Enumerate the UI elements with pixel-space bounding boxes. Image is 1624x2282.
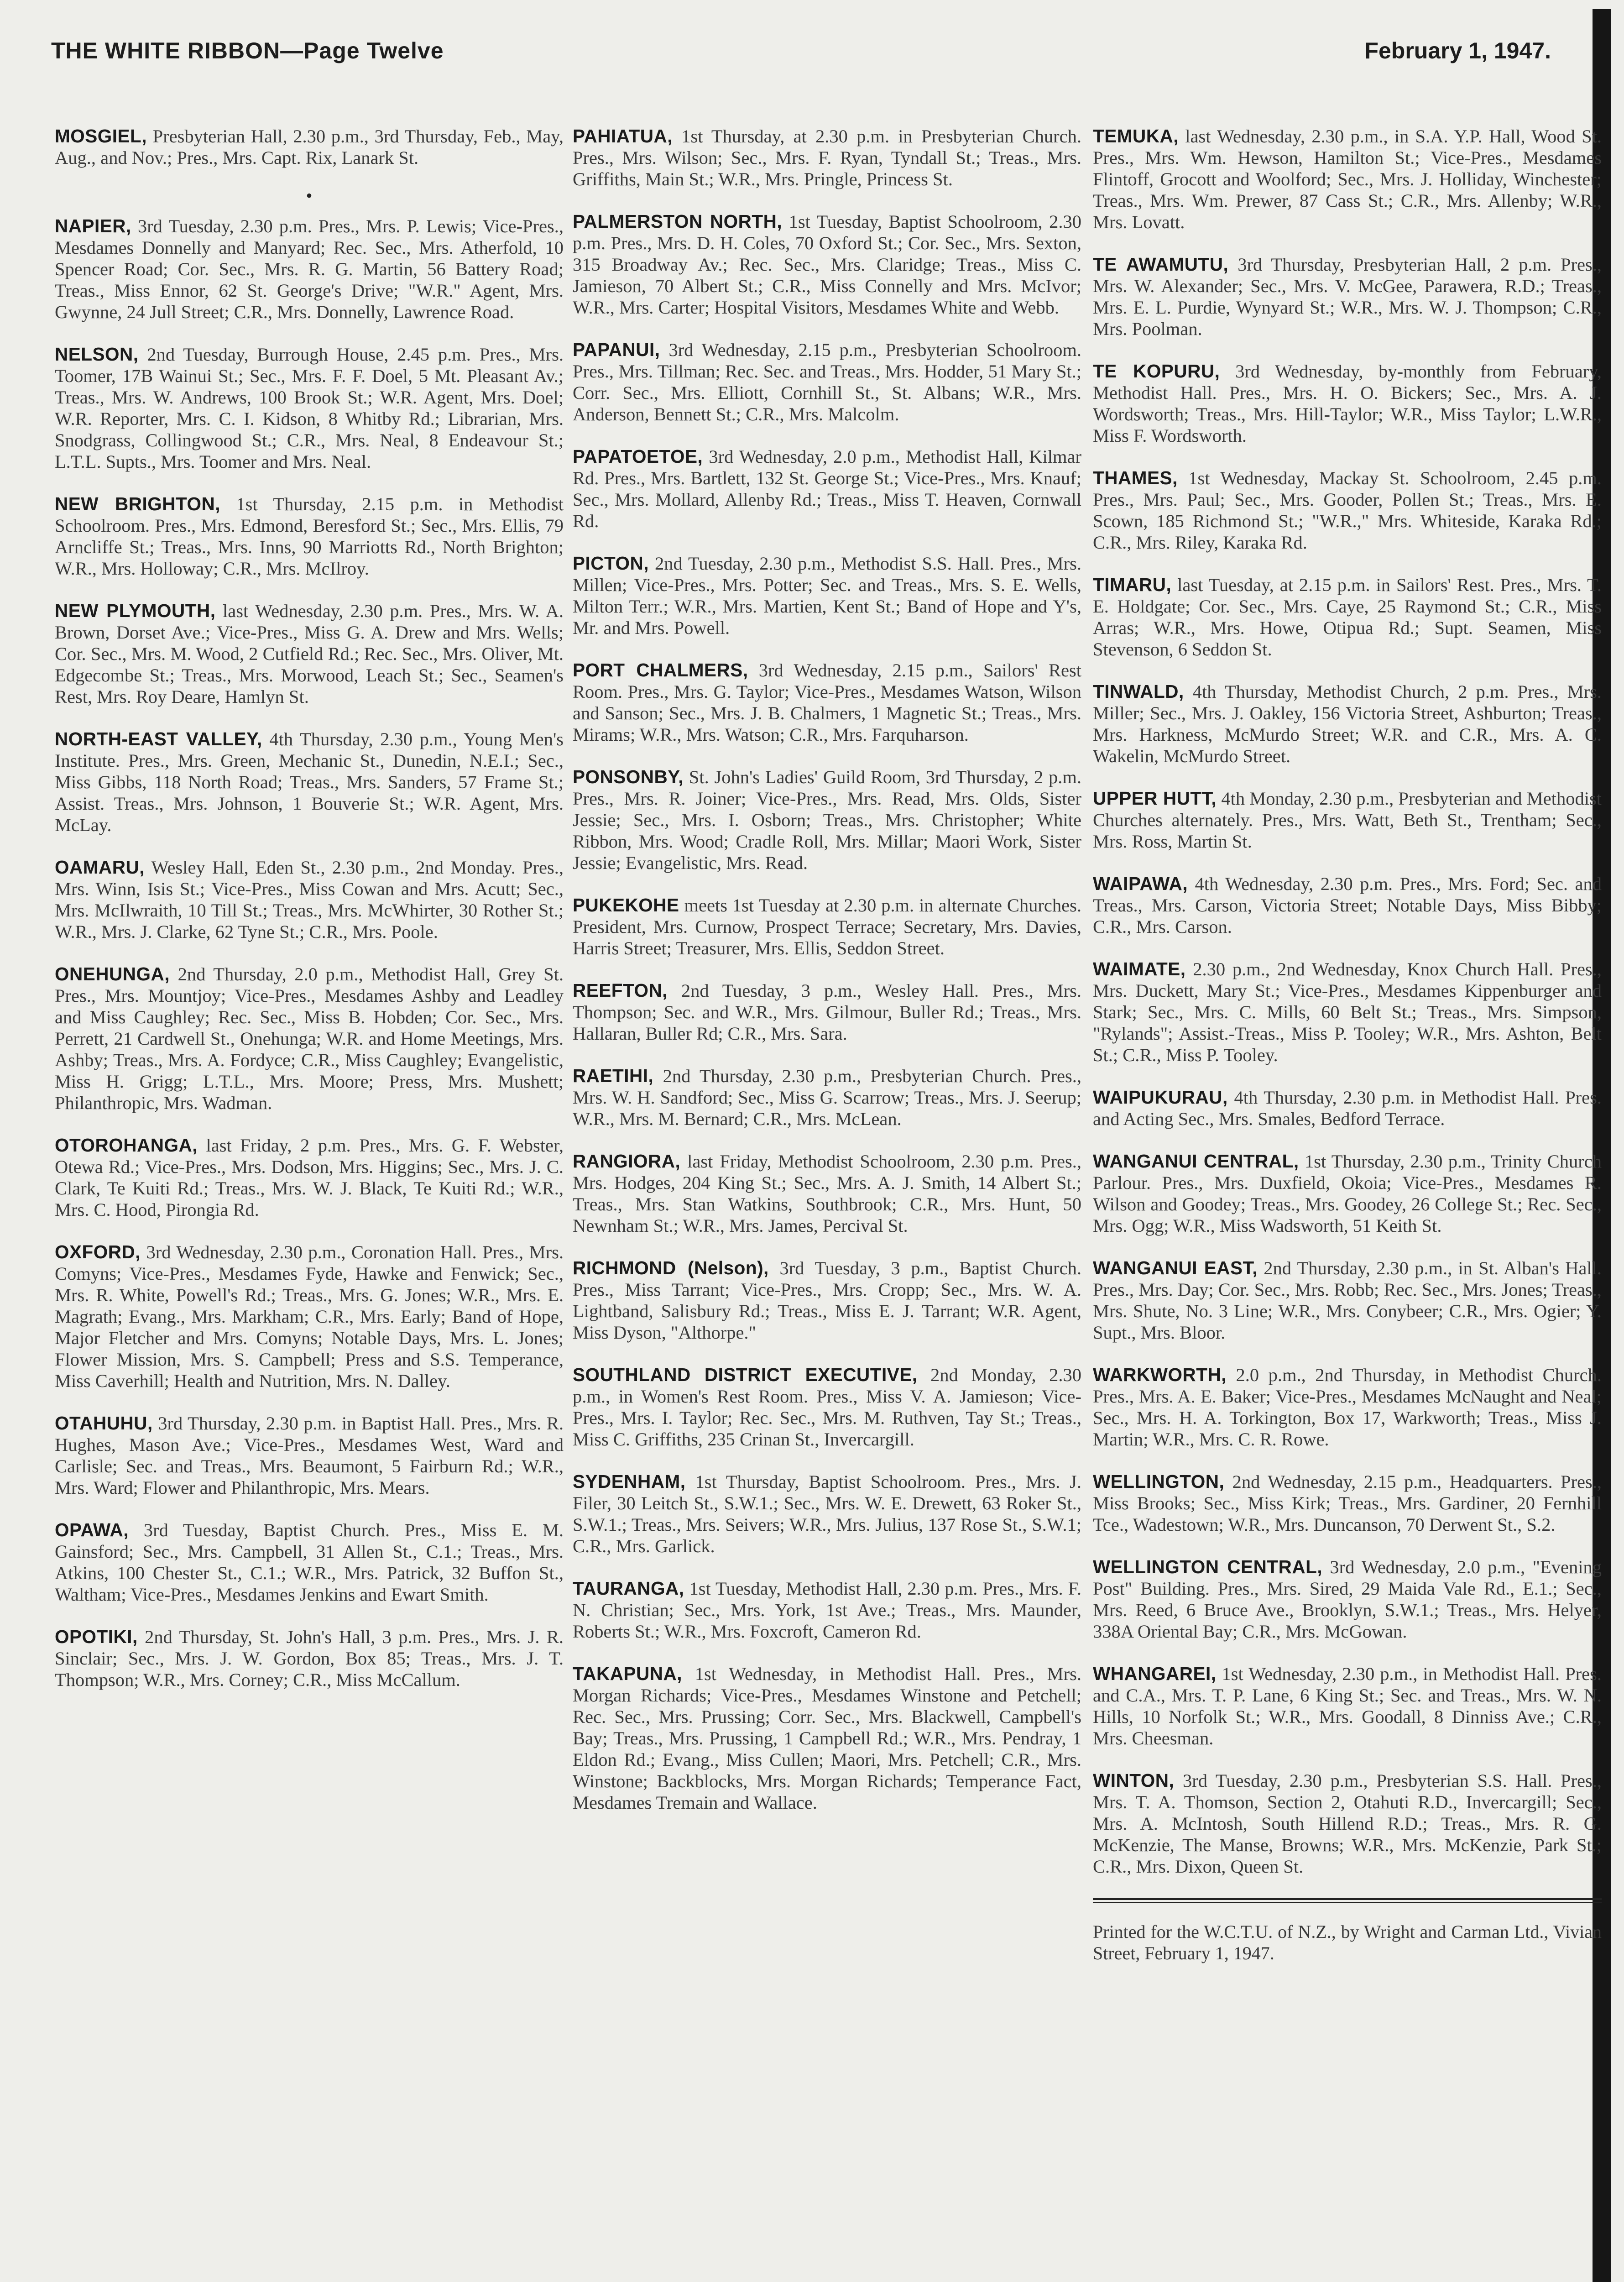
branch-name: MOSGIEL, [55, 126, 147, 147]
branch-details: 3rd Thursday, 2.30 p.m. in Baptist Hall. Pres., Mrs. R. Hughes, Mason Ave.; Vice-Pres., Mesdames West, Ward and Carlisle; Sec. and Treas., Mrs. Beaumont, 5 Fairburn Rd.; W.R., Mrs. Ward; Flower and Philanthropic, Mrs. Mears. [55, 1413, 564, 1498]
branch-name: TE KOPURU, [1093, 361, 1220, 382]
branch-entry [55, 126, 564, 168]
ornament-mark: • [306, 185, 313, 206]
branch-entry [1093, 574, 1602, 660]
branch-details: 3rd Tuesday, 3 p.m., Baptist Church. Pres., Miss Tarrant; Vice-Pres., Mrs. Cropp; Sec., Mrs. W. A. Lightband, Salisbury Rd.; Treas., Miss E. J. Tarrant; W.R. Agent, Miss Dyson, "Althorpe." [573, 1258, 1081, 1343]
branch-entry [573, 766, 1081, 874]
branch-details: 3rd Wednesday, 2.15 p.m., Presbyterian Schoolroom. Pres., Mrs. Tillman; Rec. Sec. and Treas., Mrs. Hodder, 51 Mary St.; Corr. Sec., Mrs. Elliott, Cornhill St., St. Albans; W.R., Mrs. Anderson, Bennett St.; C.R., Mrs. Malcolm. [573, 340, 1082, 424]
branch-details: 2nd Monday, 2.30 p.m., in Women's Rest Room. Pres., Miss V. A. Jamieson; Vice-Pres., Mrs. I. Taylor; Rec. Sec., Mrs. M. Ruthven, Tay St.; Treas., Miss C. Griffiths, 235 Crinan St., Invercargill. [573, 1365, 1082, 1450]
branch-name: SYDENHAM, [573, 1471, 686, 1492]
branch-entry [573, 211, 1081, 318]
branch-name: UPPER HUTT, [1093, 788, 1217, 809]
branch-name: NEW BRIGHTON, [55, 493, 221, 514]
branch-details: 2.0 p.m., 2nd Thursday, in Methodist Church. Pres., Mrs. A. E. Baker; Vice-Pres., Mesdames McNaught and Neal; Sec., Mrs. H. A. Torkington, Box 17, Warkworth; Treas., Miss J. Martin; W.R., Mrs. C. R. Rowe. [1093, 1365, 1602, 1450]
branch-details: 3rd Wednesday, 2.0 p.m., Methodist Hall, Kilmar Rd. Pres., Mrs. Bartlett, 132 St. George St.; Vice-Pres., Mrs. Knauf; Sec., Mrs. Mollard, Allenby Rd.; Treas., Miss T. Heaven, Cornwall Rd. [573, 446, 1082, 531]
issue-date: February 1, 1947. [1364, 38, 1551, 63]
branch-details: last Wednesday, 2.30 p.m. Pres., Mrs. W. A. Brown, Dorset Ave.; Vice-Pres., Miss G. A. Drew and Mrs. Wells; Cor. Sec., Mrs. M. Wood, 2 Cutfield Rd.; Rec. Sec., Mrs. Oliver, Mt. Edgecombe St.; Treas., Mrs. Morwood, Leach St.; Sec., Seamen's Rest, Mrs. Roy Deare, Hamlyn St. [55, 601, 564, 707]
branch-details: last Wednesday, 2.30 p.m., in S.A. Y.P. Hall, Wood St. Pres., Mrs. Wm. Hewson, Hamilton St.; Vice-Pres., Mesdames Flintoff, Grocott and Woolford; Sec., Mrs. J. Holliday, Winchester; Treas., Mrs. Wm. Prewer, 87 Cass St.; C.R., Mrs. Allenby; W.R., Mrs. Lovatt. [1093, 126, 1602, 232]
branch-name: TAKAPUNA, [573, 1663, 682, 1684]
branch-details: 3rd Wednesday, 2.0 p.m., "Evening Post" Building. Pres., Mrs. Sired, 29 Maida Vale Rd., E.1.; Sec., Mrs. Reed, 6 Bruce Ave., Brooklyn, S.W.1.; Treas., Mrs. Helyer, 338A Oriental Bay; C.R., Mrs. McGowan. [1093, 1557, 1602, 1642]
branch-details: St. John's Ladies' Guild Room, 3rd Thursday, 2 p.m. Pres., Mrs. R. Joiner; Vice-Pres., Mrs. Read, Mrs. Olds, Sister Jessie; Sec., Mrs. I. Osborn; Treas., Mrs. Christopher; White Ribbon, Mrs. Wood; Cradle Roll, Mrs. Millar; Maori Work, Sister Jessie; Evangelistic, Mrs. Read. [573, 767, 1081, 873]
branch-entry [1093, 1556, 1602, 1642]
branch-name: TEMUKA, [1093, 126, 1179, 147]
branch-entry [573, 339, 1081, 425]
branch-name: NORTH-EAST VALLEY, [55, 728, 262, 749]
branch-details: 3rd Thursday, Presbyterian Hall, 2 p.m. Pres., Mrs. W. Alexander; Sec., Mrs. V. McGee, Parawera, R.D.; Treas., Mrs. E. L. Purdie, Wynyard St.; W.R., Mrs. W. J. Thompson; C.R., Mrs. Poolman. [1093, 254, 1602, 339]
branch-name: WAIMATE, [1093, 958, 1186, 979]
branch-details: last Friday, 2 p.m. Pres., Mrs. G. F. Webster, Otewa Rd.; Vice-Pres., Mrs. Dodson, Mrs. Higgins; Sec., Mrs. J. C. Clark, Te Kuiti Rd.; Treas., Mrs. W. J. Black, Te Kuiti Rd.; W.R., Mrs. C. Hood, Pirongia Rd. [55, 1135, 564, 1220]
branch-entry [1093, 873, 1602, 937]
branch-details: 4th Thursday, Methodist Church, 2 p.m. Pres., Mrs. Miller; Sec., Mrs. J. Oakley, 156 Victoria Street, Ashburton; Treas., Mrs. Harkness, McMurdo Street; W.R. and C.R., Mrs. A. C. Wakelin, McMurdo Street. [1093, 681, 1602, 766]
branch-entry [55, 1519, 564, 1605]
branch-name: NEW PLYMOUTH, [55, 600, 216, 621]
branch-name: OAMARU, [55, 857, 145, 878]
branch-entry [55, 344, 564, 472]
branch-entry [55, 1413, 564, 1498]
branch-details: Presbyterian Hall, 2.30 p.m., 3rd Thursday, Feb., May, Aug., and Nov.; Pres., Mrs. Capt. Rix, Lanark St. [55, 126, 564, 168]
footer-rule [1093, 1898, 1602, 1903]
branch-details: 1st Thursday, 2.15 p.m. in Methodist Schoolroom. Pres., Mrs. Edmond, Beresford St.; Sec., Mrs. Ellis, 79 Arncliffe St.; Treas., Mrs. Inns, 90 Marriotts Rd., North Brighton; W.R., Mrs. Holloway; C.R., Mrs. McIlroy. [55, 494, 564, 579]
branch-entry [1093, 126, 1602, 233]
branch-entry [1093, 467, 1602, 553]
column-2 [573, 126, 1081, 1834]
branch-entry [573, 1364, 1081, 1450]
branch-entry [55, 493, 564, 579]
branch-details: 2nd Thursday, 2.30 p.m., in St. Alban's Hall. Pres., Mrs. Day; Cor. Sec., Mrs. Robb; Rec. Sec., Mrs. Jones; Treas., Mrs. Shute, No. 3 Line; W.R., Mrs. Conybeer; C.R., Mrs. Ogier; Y. Supt., Mrs. Bloor. [1093, 1258, 1602, 1343]
branch-name: OTAHUHU, [55, 1413, 153, 1434]
branch-details: 2nd Thursday, 2.0 p.m., Methodist Hall, Grey St. Pres., Mrs. Mountjoy; Vice-Pres., Mesdames Ashby and Leadley and Miss Caughley; Rec. Sec., Miss B. Hobden; Cor. Sec., Mrs. Perrett, 21 Cardwell St., Onehunga; W.R. and Home Meetings, Mrs. Ashby; Treas., Mrs. A. Fordyce; C.R., Miss Caughley; Evangelistic, Miss H. Grigg; L.T.L., Mrs. Moore; Press, Mrs. Mushett; Philanthropic, Mrs. Wadman. [55, 964, 564, 1113]
branch-entry [573, 553, 1081, 639]
branch-entry [573, 1663, 1081, 1813]
branch-name: OTOROHANGA, [55, 1135, 198, 1156]
branch-entry [55, 1135, 564, 1220]
branch-entry [55, 1241, 564, 1392]
branch-name: PAPATOETOE, [573, 446, 703, 467]
branch-details: Wesley Hall, Eden St., 2.30 p.m., 2nd Monday. Pres., Mrs. Winn, Isis St.; Vice-Pres., Miss Cowan and Mrs. Acutt; Sec., Mrs. McIlwraith, 10 Till St.; Treas., Mrs. McWhirter, 30 Rother St.; W.R., Mrs. J. Clarke, 62 Tyne St.; C.R., Mrs. Poole. [55, 857, 564, 942]
branch-details: last Friday, Methodist Schoolroom, 2.30 p.m. Pres., Mrs. Hodges, 204 King St.; Sec., Mrs. A. J. Smith, 14 Albert St.; Treas., Mrs. Stan Watkins, Southbrook; C.R., Mrs. Hunt, 50 Newnham St.; W.R., Mrs. James, Percival St. [573, 1151, 1081, 1236]
branch-entry [1093, 361, 1602, 446]
branch-entry [55, 215, 564, 323]
branch-name: WELLINGTON, [1093, 1471, 1225, 1492]
branch-name: OPAWA, [55, 1519, 129, 1540]
branch-entry [1093, 1151, 1602, 1236]
branch-name: WINTON, [1093, 1770, 1175, 1791]
branch-entry [55, 963, 564, 1114]
branch-details: 1st Thursday, Baptist Schoolroom. Pres., Mrs. J. Filer, 30 Leitch St., S.W.1.; Sec., Mrs. W. E. Drewett, 63 Roker St., S.W.1.; Treas., Mrs. Seivers; W.R., Mrs. Julius, 137 Rose St., S.W.1; C.R., Mrs. Garlick. [573, 1471, 1081, 1556]
branch-entry [1093, 681, 1602, 767]
branch-name: REEFTON, [573, 980, 668, 1001]
branch-entry [573, 1578, 1081, 1642]
branch-entry [1093, 1257, 1602, 1343]
branch-name: THAMES, [1093, 467, 1178, 488]
branch-details: 1st Wednesday, 2.30 p.m., in Methodist Hall. Pres. and C.A., Mrs. T. P. Lane, 6 King St.; Sec. and Treas., Mrs. W. N. Hills, 10 Norfolk St.; W.R., Mrs. Goodall, 8 Dinniss Ave.; C.R., Mrs. Cheesman. [1093, 1664, 1602, 1748]
branch-entry [55, 1626, 564, 1691]
branch-name: PUKEKOHE [573, 895, 679, 916]
branch-name: WARKWORTH, [1093, 1364, 1227, 1385]
branch-name: OXFORD, [55, 1241, 141, 1262]
branch-entry [573, 1471, 1081, 1557]
branch-name: WAIPUKURAU, [1093, 1087, 1228, 1108]
branch-name: PONSONBY, [573, 766, 684, 787]
branch-name: NAPIER, [55, 215, 131, 236]
branch-details: 2nd Thursday, 2.30 p.m., Presbyterian Church. Pres., Mrs. W. H. Sandford; Sec., Miss G. Scarrow; Treas., Mrs. J. Seerup; W.R., Mrs. M. Bernard; C.R., Mrs. McLean. [573, 1066, 1081, 1129]
branch-entry [1093, 1471, 1602, 1535]
branch-entry [573, 980, 1081, 1044]
branch-name: RANGIORA, [573, 1151, 681, 1172]
branch-entry [55, 857, 564, 942]
branch-details: last Tuesday, at 2.15 p.m. in Sailors' Rest. Pres., Mrs. T. E. Holdgate; Cor. Sec., Mrs. Caye, 25 Raymond St.; C.R., Miss Arras; W.R., Mrs. Howe, Otipua Rd.; Supt. Seamen, Miss Stevenson, 6 Seddon St. [1093, 575, 1602, 659]
printer-imprint: Printed for the W.C.T.U. of N.Z., by Wright and Carman Ltd., Vivian Street, February 1, 1947. [1093, 1921, 1602, 1963]
branch-entry [1093, 254, 1602, 340]
branch-name: OPOTIKI, [55, 1626, 138, 1647]
branch-details: 4th Monday, 2.30 p.m., Presbyterian and Methodist Churches alternately. Pres., Mrs. Watt, Beth St., Trentham; Sec., Mrs. Ross, Martin St. [1093, 788, 1602, 852]
branch-entry [1093, 1770, 1602, 1877]
branch-details: 3rd Tuesday, 2.30 p.m., Presbyterian S.S. Hall. Pres., Mrs. T. A. Thomson, Section 2, Otahuti R.D., Invercargill; Sec., Mrs. A. McIntosh, South Hillend R.D.; Treas., Mrs. R. G. McKenzie, The Manse, Browns; W.R., Mrs. McKenzie, Park St.; C.R., Mrs. Dixon, Queen St. [1093, 1770, 1602, 1877]
branch-name: TIMARU, [1093, 574, 1172, 595]
branch-details: 1st Wednesday, Mackay St. Schoolroom, 2.45 p.m. Pres., Mrs. Paul; Sec., Mrs. Gooder, Pollen St.; Treas., Mrs. E. Scown, 185 Richmond St.; "W.R.," Mrs. Whiteside, Karaka Rd.; C.R., Mrs. Riley, Karaka Rd. [1093, 468, 1602, 553]
branch-entry [573, 1065, 1081, 1130]
branch-details: 2.30 p.m., 2nd Wednesday, Knox Church Hall. Pres., Mrs. Duckett, Mary St.; Vice-Pres., Mesdames Kippenburger and Stark; Sec., Mrs. C. Mills, 60 Belt St.; Treas., Mrs. Simpson, "Rylands"; Assist.-Treas., Miss P. Tooley; W.R., Mrs. Ashton, Belt St.; C.R., Miss P. Tooley. [1093, 959, 1602, 1065]
branch-name: TINWALD, [1093, 681, 1184, 702]
branch-details: meets 1st Tuesday at 2.30 p.m. in alternate Churches. President, Mrs. Curnow, Prospect Terrace; Secretary, Mrs. Davies, Harris Street; Treasurer, Mrs. Ellis, Seddon Street. [573, 895, 1081, 958]
branch-details: 2nd Tuesday, 3 p.m., Wesley Hall. Pres., Mrs. Thompson; Sec. and W.R., Mrs. Gilmour, Buller Rd.; Treas., Mrs. Hallaran, Buller Rd; C.R., Mrs. Sara. [573, 980, 1081, 1044]
branch-details: 4th Wednesday, 2.30 p.m. Pres., Mrs. Ford; Sec. and Treas., Mrs. Carson, Victoria Street; Notable Days, Miss Bibby; C.R., Mrs. Carson. [1093, 874, 1602, 937]
branch-details: 2nd Tuesday, Burrough House, 2.45 p.m. Pres., Mrs. Toomer, 17B Wainui St.; Sec., Mrs. F. F. Doel, 5 Mt. Pleasant Av.; Treas., Mrs. W. Andrews, 100 Brook St.; W.R. Agent, Mrs. Doel; W.R. Reporter, Mrs. C. I. Kidson, 8 Whitby Rd.; Librarian, Mrs. Snodgrass, Collingwood St.; C.R., Mrs. Neal, 8 Endeavour St.; L.T.L. Supts., Mrs. Toomer and Mrs. Neal. [55, 344, 564, 472]
branch-details: 1st Wednesday, in Methodist Hall. Pres., Mrs. Morgan Richards; Vice-Pres., Mesdames Winstone and Petchell; Rec. Sec., Mrs. Prussing; Corr. Sec., Mrs. Blackwell, Campbell's Bay; Treas., Mrs. Prussing, 1 Campbell Rd.; W.R., Mrs. Pendray, 1 Eldon Rd.; Evang., Miss Cullen; Maori, Mrs. Petchell; C.R., Mrs. Winstone; Backblocks, Mrs. Morgan Richards; Temperance Fact, Mesdames Tremain and Wallace. [573, 1664, 1081, 1813]
branch-name: RICHMOND (Nelson), [573, 1257, 769, 1278]
branch-name: NELSON, [55, 344, 139, 365]
branch-name: WANGANUI EAST, [1093, 1257, 1258, 1278]
branch-entry [55, 728, 564, 836]
branch-name: PAPANUI, [573, 339, 660, 360]
branch-name: WELLINGTON CENTRAL, [1093, 1556, 1323, 1577]
column-3 [1093, 126, 1602, 1964]
publication-title: THE WHITE RIBBON—Page Twelve [51, 38, 444, 63]
branch-details: 1st Thursday, at 2.30 p.m. in Presbyterian Church. Pres., Mrs. Wilson; Sec., Mrs. F. Ryan, Tyndall St.; Treas., Mrs. Griffiths, Main St.; W.R., Mrs. Pringle, Princess St. [573, 126, 1081, 189]
branch-entry [1093, 1364, 1602, 1450]
branch-entry [1093, 958, 1602, 1066]
branch-name: TE AWAMUTU, [1093, 254, 1229, 275]
branch-details: 1st Tuesday, Baptist Schoolroom, 2.30 p.m. Pres., Mrs. D. H. Coles, 70 Oxford St.; Cor. Sec., Mrs. Sexton, 315 Broadway Av.; Rec. Sec., Mrs. Claridge; Treas., Miss C. Jamieson, 70 Albert St.; C.R., Miss Connelly and Mrs. McIvor; W.R., Mrs. Carter; Hospital Visitors, Mesdames White and Webb. [573, 211, 1081, 318]
branch-entry [1093, 1663, 1602, 1749]
branch-details: 3rd Wednesday, 2.30 p.m., Coronation Hall. Pres., Mrs. Comyns; Vice-Pres., Mesdames Fyde, Hawke and Fenwick; Sec., Mrs. R. White, Powell's Rd.; Treas., Mrs. G. Jones; W.R., Mrs. E. Magrath; Evang., Mrs. Markham; C.R., Mrs. Early; Band of Hope, Major Fletcher and Mrs. Comyns; Notable Days, Mrs. L. Jones; Flower Mission, Mrs. S. Campbell; Press and S.S. Temperance, Miss Caverhill; Health and Nutrition, Mrs. N. Dalley. [55, 1242, 564, 1391]
branch-name: RAETIHI, [573, 1065, 654, 1086]
branch-entry [573, 895, 1081, 959]
branch-name: WANGANUI CENTRAL, [1093, 1151, 1299, 1172]
branch-details: 3rd Wednesday, by-monthly from February, Methodist Hall. Pres., Mrs. H. O. Bickers; Sec., Mrs. A. J. Wordsworth; Treas., Mrs. Hill-Taylor; W.R., Miss Taylor; L.W.R., Miss F. Wordsworth. [1093, 361, 1602, 446]
branch-name: PICTON, [573, 553, 649, 574]
branch-name: PALMERSTON NORTH, [573, 211, 783, 232]
branch-entry [573, 659, 1081, 745]
branch-details: 1st Tuesday, Methodist Hall, 2.30 p.m. Pres., Mrs. F. N. Christian; Sec., Mrs. York, 1st Ave.; Treas., Mrs. Maunder, Roberts St.; W.R., Mrs. Foxcroft, Cameron Rd. [573, 1578, 1082, 1642]
branch-name: PAHIATUA, [573, 126, 673, 147]
branch-entry [1093, 1087, 1602, 1130]
branch-details: 3rd Wednesday, 2.15 p.m., Sailors' Rest Room. Pres., Mrs. G. Taylor; Vice-Pres., Mesdames Watson, Wilson and Sanson; Sec., Mrs. J. B. Chalmers, 1 Magnetic St.; Treas., Mrs. Mirams; W.R., Mrs. Watson; C.R., Mrs. Farquharson. [573, 660, 1081, 745]
branch-name: SOUTHLAND DISTRICT EXECUTIVE, [573, 1364, 918, 1385]
branch-entry [573, 1257, 1081, 1343]
branch-details: 3rd Tuesday, 2.30 p.m. Pres., Mrs. P. Lewis; Vice-Pres., Mesdames Donnelly and Manyard; Rec. Sec., Mrs. Atherfold, 10 Spencer Road; Cor. Sec., Mrs. R. G. Martin, 56 Battery Road; Treas., Miss Ennor, 62 St. George's Drive; "W.R." Agent, Mrs. Gwynne, 24 Jull Street; C.R., Mrs. Donnelly, Lawrence Road. [55, 216, 564, 322]
branch-details: 3rd Tuesday, Baptist Church. Pres., Miss E. M. Gainsford; Sec., Mrs. Campbell, 31 Allen St., C.1.; Treas., Mrs. Atkins, 100 Chester St., C.1.; W.R., Mrs. Patrick, 32 Buffon St., Waltham; Vice-Pres., Mesdames Jenkins and Ewart Smith. [55, 1520, 564, 1605]
page-header [51, 37, 1583, 74]
column-1 [55, 126, 564, 1712]
branch-name: WAIPAWA, [1093, 873, 1188, 894]
branch-entry [573, 1151, 1081, 1236]
branch-name: PORT CHALMERS, [573, 659, 748, 680]
branch-name: WHANGAREI, [1093, 1663, 1217, 1684]
branch-name: ONEHUNGA, [55, 963, 170, 984]
branch-details: 4th Thursday, 2.30 p.m. in Methodist Hall. Pres. and Acting Sec., Mrs. Smales, Bedford Terrace. [1093, 1087, 1602, 1129]
branch-entry [573, 126, 1081, 190]
branch-entry [1093, 788, 1602, 852]
branch-entry [573, 446, 1081, 532]
branch-entry [55, 600, 564, 707]
branch-details: 2nd Wednesday, 2.15 p.m., Headquarters. Pres., Miss Brooks; Sec., Miss Kirk; Treas., Mrs. Gardiner, 20 Fernhill Tce., Wadestown; W.R., Mrs. Duncanson, 70 Derwent St., S.2. [1093, 1471, 1602, 1535]
branch-name: TAURANGA, [573, 1578, 684, 1599]
branch-details: 2nd Tuesday, 2.30 p.m., Methodist S.S. Hall. Pres., Mrs. Millen; Vice-Pres., Mrs. Potter; Sec. and Treas., Mrs. S. E. Wells, Milton Terr.; W.R., Mrs. Martien, Kent St.; Band of Hope and Y's, Mr. and Mrs. Powell. [573, 553, 1082, 638]
branch-details: 1st Thursday, 2.30 p.m., Trinity Church Parlour. Pres., Mrs. Duxfield, Okoia; Vice-Pres., Mesdames R. Wilson and Goodey; Treas., Mrs. Goodey, 26 College St.; Rec. Sec., Mrs. Ogg; W.R., Miss Wadsworth, 51 Keith St. [1093, 1151, 1602, 1236]
branch-details: 4th Thursday, 2.30 p.m., Young Men's Institute. Pres., Mrs. Green, Mechanic St., Dunedin, N.E.I.; Sec., Miss Gibbs, 118 North Road; Treas., Mrs. Sanders, 57 Frame St.; Assist. Treas., Mrs. Johnson, 1 Bouverie St.; W.R. Agent, Mrs. McLay. [55, 729, 564, 835]
branch-details: 2nd Thursday, St. John's Hall, 3 p.m. Pres., Mrs. J. R. Sinclair; Sec., Mrs. J. W. Gordon, Box 85; Treas., Mrs. J. T. Thompson; W.R., Mrs. Corney; C.R., Miss McCallum. [55, 1627, 564, 1690]
